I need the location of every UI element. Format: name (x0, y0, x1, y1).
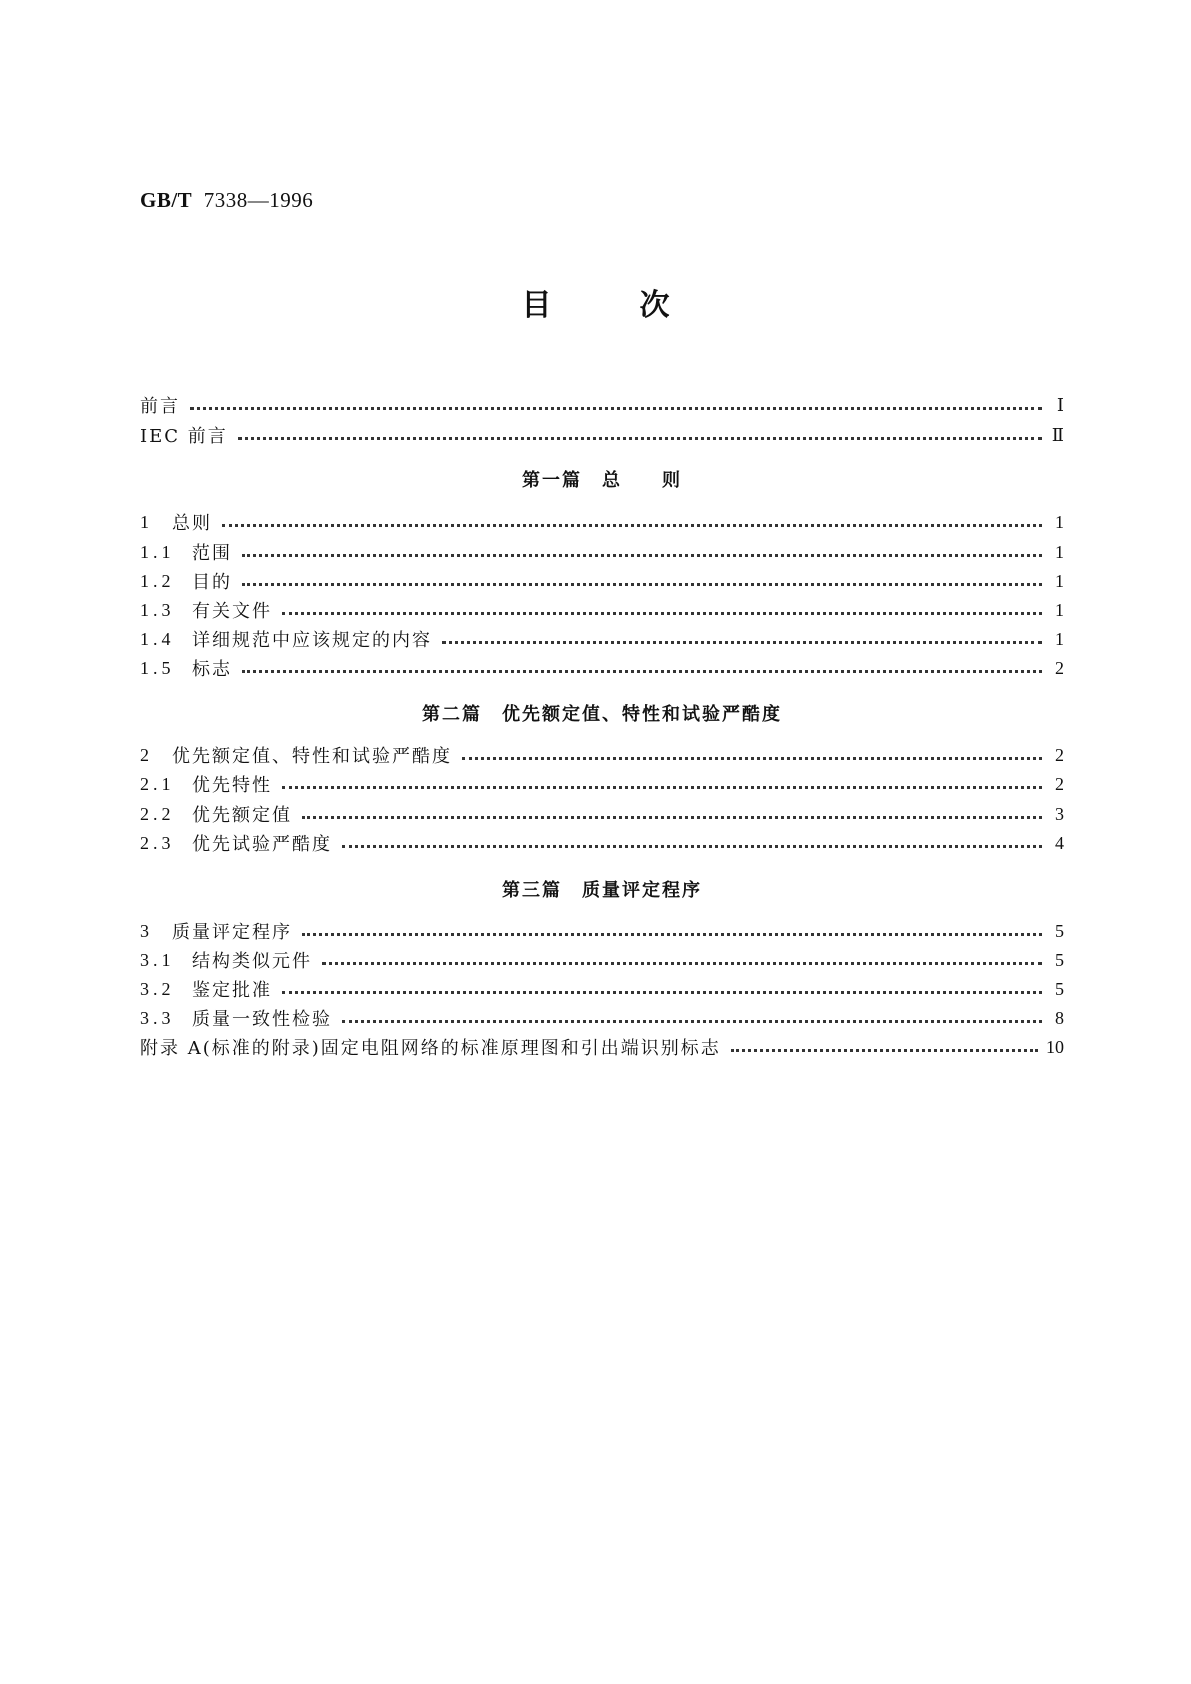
toc-entry[interactable] (140, 653, 1064, 683)
toc-entry[interactable] (140, 566, 1064, 596)
toc-entry-label: IEC 前言 (140, 426, 228, 447)
part-heading-3: 第三篇 质量评定程序 (502, 880, 702, 901)
toc-entry-appendix-a[interactable] (140, 1032, 1064, 1062)
toc-entry-label: 优先试验严酷度 (192, 834, 332, 855)
toc-entry-number: 1.3 (140, 599, 175, 620)
dot-leader (190, 393, 1042, 410)
toc-entry-label: 详细规范中应该规定的内容 (192, 630, 432, 651)
toc-entry[interactable] (140, 507, 1064, 537)
page-title: 目次 (521, 288, 758, 323)
toc-entry[interactable] (140, 1003, 1064, 1033)
toc-entry-page: 3 (1055, 803, 1064, 824)
part-heading-1: 第一篇 总 则 (522, 470, 682, 491)
toc-entry-page: 5 (1055, 978, 1064, 999)
dot-leader (442, 627, 1042, 644)
dot-leader (731, 1035, 1038, 1052)
toc-entry-label: 结构类似元件 (192, 951, 312, 972)
toc-entry-number: 1.5 (140, 657, 175, 678)
toc-entry-number: 3.3 (140, 1007, 175, 1028)
toc-entry-label: 优先额定值、特性和试验严酷度 (172, 746, 452, 767)
toc-entry-page: 1 (1055, 541, 1064, 562)
toc-entry-number: 1.2 (140, 570, 175, 591)
toc-entry-label: 有关文件 (192, 601, 272, 622)
toc-entry[interactable] (140, 740, 1064, 770)
part-heading-2: 第二篇 优先额定值、特性和试验严酷度 (422, 704, 782, 725)
toc-entry-number: 2.1 (140, 773, 175, 794)
toc-entry-page: Ⅱ (1051, 424, 1064, 445)
toc-entry-label: 前言 (140, 396, 180, 417)
dot-leader (242, 656, 1042, 673)
toc-entry-page: 4 (1055, 832, 1064, 853)
toc-entry-label: 目的 (192, 572, 232, 593)
standard-number: 7338—1996 (203, 188, 314, 212)
toc-entry-number: 2.2 (140, 803, 175, 824)
toc-entry-label: 优先特性 (192, 775, 272, 796)
dot-leader (242, 540, 1042, 557)
dot-leader (462, 743, 1042, 760)
toc-entry-label: 总则 (172, 513, 212, 534)
toc-entry-page: 1 (1055, 628, 1064, 649)
toc-entry[interactable] (140, 769, 1064, 799)
toc-entry-label: 范围 (192, 543, 232, 564)
toc-entry-label: 标志 (192, 659, 232, 680)
toc-entry-label: 质量一致性检验 (192, 1009, 332, 1030)
dot-leader (282, 598, 1042, 615)
dot-leader (342, 1006, 1042, 1023)
toc-entry[interactable] (140, 828, 1064, 858)
dot-leader (282, 977, 1042, 994)
standard-prefix: GB/T (140, 188, 193, 212)
toc-entry-page: Ⅰ (1056, 394, 1064, 415)
toc-entry-page: 1 (1055, 599, 1064, 620)
toc-entry-number: 1 (140, 511, 153, 532)
toc-entry-page: 5 (1055, 949, 1064, 970)
toc-entry-label: 鉴定批准 (192, 980, 272, 1001)
toc-entry-page: 1 (1055, 511, 1064, 532)
toc-entry-page: 2 (1055, 657, 1064, 678)
toc-entry-number: 1.1 (140, 541, 175, 562)
dot-leader (222, 510, 1042, 527)
toc-entry[interactable] (140, 974, 1064, 1004)
toc-entry-number: 3 (140, 920, 153, 941)
toc-entry-page: 2 (1055, 744, 1064, 765)
dot-leader (342, 831, 1042, 848)
dot-leader (322, 948, 1042, 965)
toc-entry-number: 3.2 (140, 978, 175, 999)
toc-entry-label: 质量评定程序 (172, 922, 292, 943)
dot-leader (238, 423, 1042, 440)
toc-entry-preface[interactable] (140, 390, 1064, 420)
toc-entry[interactable] (140, 945, 1064, 975)
toc-entry-number: 3.1 (140, 949, 175, 970)
toc-entry-number: 1.4 (140, 628, 175, 649)
dot-leader (302, 802, 1042, 819)
toc-entry-number: 2 (140, 744, 153, 765)
toc-entry[interactable] (140, 537, 1064, 567)
toc-entry-page: 1 (1055, 570, 1064, 591)
toc-entry-number: 2.3 (140, 832, 175, 853)
toc-entry-iec-preface[interactable] (140, 420, 1064, 450)
toc-entry-page: 2 (1055, 773, 1064, 794)
toc-entry[interactable] (140, 595, 1064, 625)
dot-leader (282, 772, 1042, 789)
toc-entry-label: 附录 A(标准的附录)固定电阻网络的标准原理图和引出端识别标志 (140, 1038, 721, 1059)
toc-entry-page: 10 (1046, 1036, 1064, 1057)
dot-leader (242, 569, 1042, 586)
toc-entry-page: 5 (1055, 920, 1064, 941)
dot-leader (302, 919, 1042, 936)
standard-code (140, 188, 313, 213)
toc-entry-page: 8 (1055, 1007, 1064, 1028)
toc-entry[interactable] (140, 799, 1064, 829)
toc-entry-label: 优先额定值 (192, 805, 292, 826)
toc-entry[interactable] (140, 624, 1064, 654)
toc-entry[interactable] (140, 916, 1064, 946)
